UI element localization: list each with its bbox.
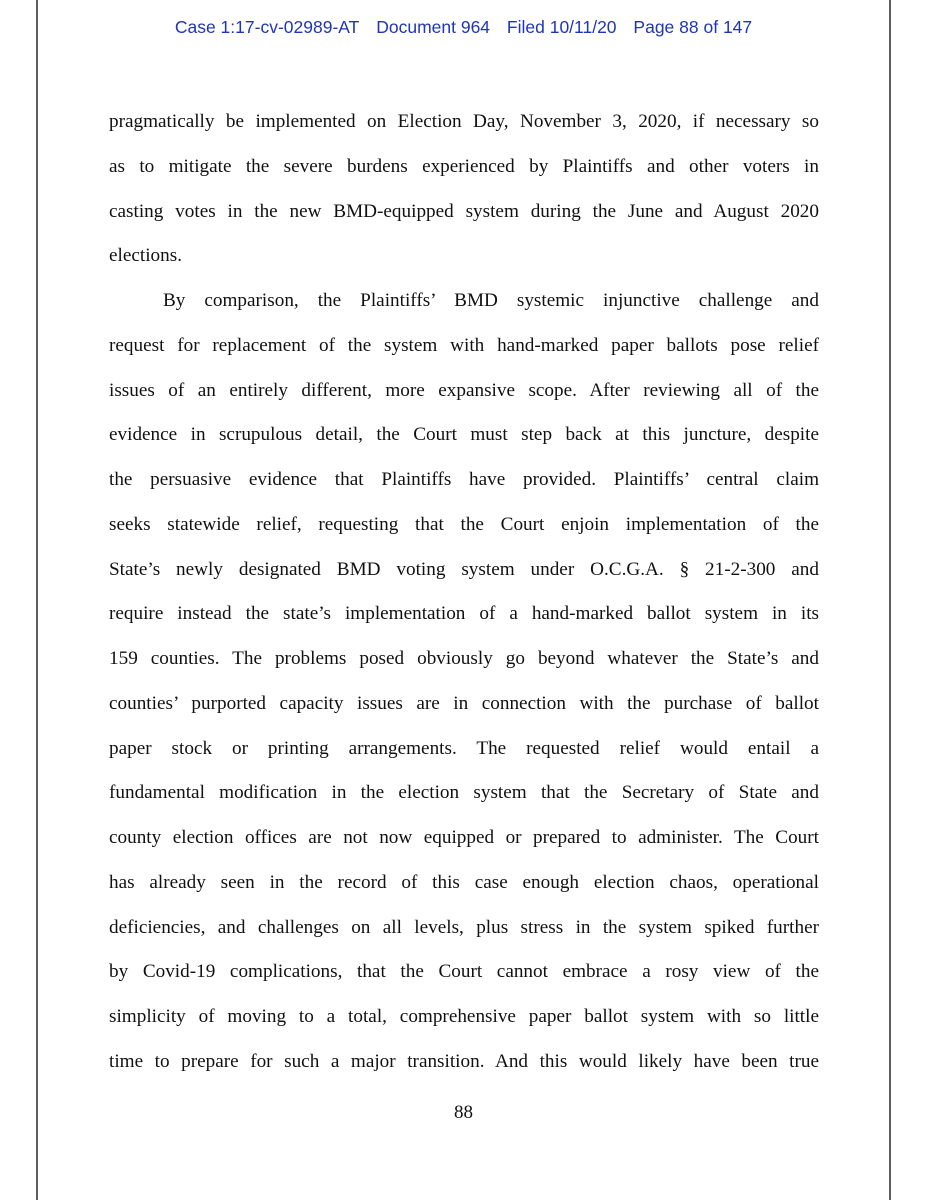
document-number: Document 964 [376, 17, 491, 37]
body-line: elections. [109, 245, 182, 267]
body-line: evidence in scrupulous detail, the Court must step back at this juncture, despite [109, 424, 819, 446]
body-line: issues of an entirely different, more expansive scope. After reviewing all of the [109, 379, 819, 401]
body-line: the persuasive evidence that Plaintiffs have provided. Plaintiffs’ central claim [109, 469, 819, 490]
page-number: 88 [454, 1102, 473, 1123]
page-right-edge [889, 0, 891, 1200]
document-body [109, 104, 819, 1089]
body-line: deficiencies, and challenges on all levels, plus stress in the system spiked further [109, 916, 819, 938]
case-number: Case 1:17-cv-02989-AT [174, 17, 360, 37]
page-left-edge [36, 0, 38, 1200]
body-line: paper stock or printing arrangements. The requested relief would entail a [109, 737, 819, 759]
body-line: counties’ purported capacity issues are in connection with the purchase of ballot [109, 692, 819, 714]
body-line: simplicity of moving to a total, comprehensive paper ballot system with so little [109, 1006, 819, 1027]
body-line: fundamental modification in the election system that the Secretary of State and [109, 782, 819, 804]
body-line: request for replacement of the system with hand-marked paper ballots pose relief [109, 334, 819, 356]
body-line: casting votes in the new BMD-equipped system during the June and August 2020 [109, 200, 819, 222]
body-line: require instead the state’s implementation of a hand-marked ballot system in its [109, 603, 819, 625]
body-line: 159 counties. The problems posed obviously go beyond whatever the State’s and [109, 648, 819, 669]
page-count: Page 88 of 147 [633, 17, 753, 37]
body-line: by Covid-19 complications, that the Court cannot embrace a rosy view of the [109, 961, 819, 983]
body-line: has already seen in the record of this case enough election chaos, operational [109, 871, 819, 893]
body-line: as to mitigate the severe burdens experienced by Plaintiffs and other voters in [109, 155, 819, 177]
body-line: time to prepare for such a major transition. And this would likely have been true [109, 1050, 819, 1072]
body-line: By comparison, the Plaintiffs’ BMD systemic injunctive challenge and [163, 290, 819, 311]
body-line: county election offices are not now equipped or prepared to administer. The Court [109, 827, 819, 848]
filed-date: Filed 10/11/20 [506, 17, 617, 37]
body-line: pragmatically be implemented on Election Day, November 3, 2020, if necessary so [109, 111, 819, 132]
body-line: State’s newly designated BMD voting system under O.C.G.A. § 21-2-300 and [109, 558, 819, 580]
case-header [38, 17, 889, 38]
body-line: seeks statewide relief, requesting that the Court enjoin implementation of the [109, 513, 819, 535]
